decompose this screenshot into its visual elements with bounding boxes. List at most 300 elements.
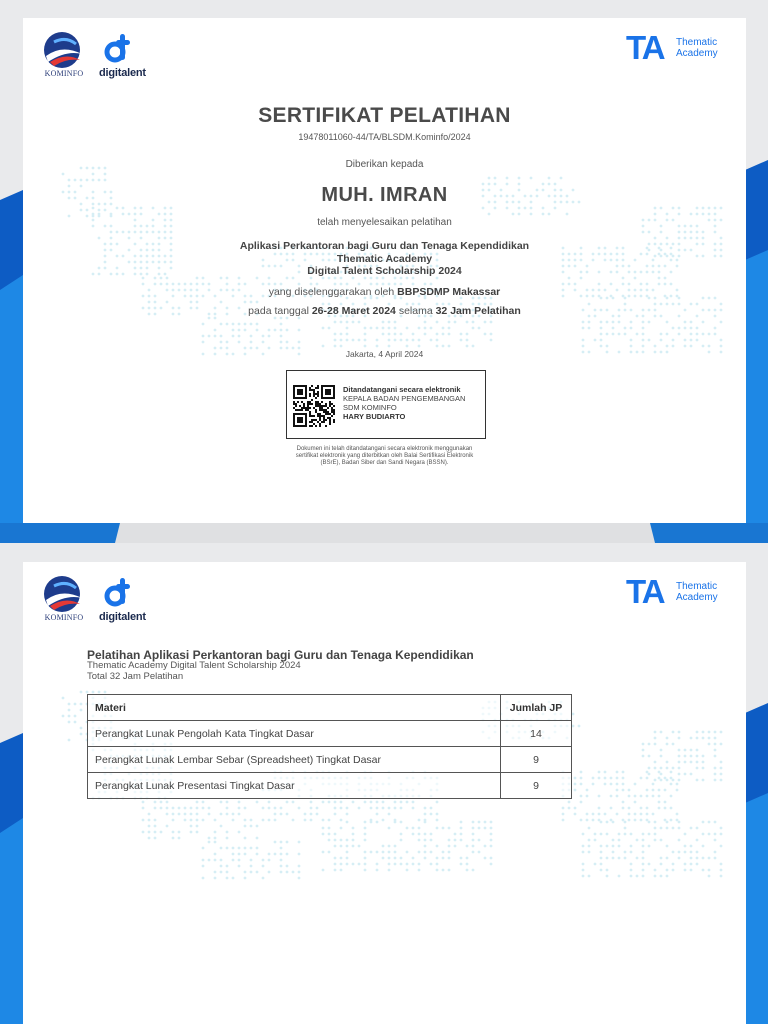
map-dot <box>690 327 693 330</box>
map-dot <box>720 833 723 836</box>
map-dot <box>702 845 705 848</box>
map-dot <box>238 847 241 850</box>
map-dot <box>400 833 403 836</box>
map-dot <box>262 335 265 338</box>
map-dot <box>678 207 681 210</box>
map-dot <box>720 339 723 342</box>
map-dot <box>280 283 283 286</box>
map-dot <box>606 821 609 824</box>
map-dot <box>642 327 645 330</box>
map-dot <box>690 231 693 234</box>
map-dot <box>322 833 325 836</box>
map-dot <box>412 801 415 804</box>
map-dot <box>714 857 717 860</box>
map-dot <box>358 283 361 286</box>
map-dot <box>190 807 193 810</box>
map-dot <box>720 345 723 348</box>
map-dot <box>68 709 71 712</box>
map-dot <box>68 179 71 182</box>
map-dot <box>696 779 699 782</box>
map-dot <box>412 827 415 830</box>
map-dot <box>642 875 645 878</box>
map-dot <box>382 283 385 286</box>
map-dot <box>388 827 391 830</box>
map-dot <box>460 857 463 860</box>
map-dot <box>720 827 723 830</box>
map-dot <box>298 871 301 874</box>
map-dot <box>702 857 705 860</box>
map-dot <box>658 801 661 804</box>
map-dot <box>580 777 583 780</box>
map-dot <box>720 761 723 764</box>
map-dot <box>618 845 621 848</box>
map-dot <box>394 333 397 336</box>
map-dot <box>562 819 565 822</box>
signer-name: HARY BUDIARTO <box>343 412 406 421</box>
map-dot <box>340 827 343 830</box>
map-dot <box>412 863 415 866</box>
map-dot <box>640 807 643 810</box>
map-dot <box>142 283 145 286</box>
map-dot <box>98 179 101 182</box>
map-dot <box>642 339 645 342</box>
map-dot <box>226 837 229 840</box>
map-dot <box>690 755 693 758</box>
map-dot <box>654 875 657 878</box>
map-dot <box>714 213 717 216</box>
map-dot <box>280 329 283 332</box>
map-dot <box>202 807 205 810</box>
materi-cell: Perangkat Lunak Pengolah Kata Tingkat Dasar <box>88 721 501 747</box>
map-dot <box>154 825 157 828</box>
map-dot <box>340 869 343 872</box>
map-dot <box>654 737 657 740</box>
map-dot <box>654 237 657 240</box>
map-dot <box>274 853 277 856</box>
map-dot <box>670 771 673 774</box>
map-dot <box>298 317 301 320</box>
map-dot <box>250 335 253 338</box>
map-dot <box>160 283 163 286</box>
map-dot <box>454 321 457 324</box>
kominfo-logo-icon <box>40 574 88 624</box>
map-dot <box>530 213 533 216</box>
map-dot <box>606 869 609 872</box>
map-dot <box>574 789 577 792</box>
map-dot <box>618 833 621 836</box>
map-dot <box>640 819 643 822</box>
map-dot <box>678 749 681 752</box>
map-dot <box>328 827 331 830</box>
map-dot <box>370 851 373 854</box>
map-dot <box>648 833 651 836</box>
materi-cell: Perangkat Lunak Presentasi Tingkat Dasar <box>88 773 501 799</box>
map-dot <box>244 329 247 332</box>
map-dot <box>586 795 589 798</box>
map-dot <box>436 321 439 324</box>
map-dot <box>696 755 699 758</box>
certificate-title: SERTIFIKAT PELATIHAN <box>258 104 511 127</box>
jp-cell: 9 <box>501 773 572 799</box>
map-dot <box>400 801 403 804</box>
map-dot <box>436 813 439 816</box>
map-dot <box>74 715 77 718</box>
map-dot <box>148 837 151 840</box>
map-dot <box>670 807 673 810</box>
map-dot <box>232 877 235 880</box>
map-dot <box>376 869 379 872</box>
map-dot <box>684 869 687 872</box>
map-dot <box>714 851 717 854</box>
map-dot <box>672 207 675 210</box>
map-dot <box>280 847 283 850</box>
map-dot <box>666 345 669 348</box>
map-dot <box>262 865 265 868</box>
map-dot <box>382 327 385 330</box>
map-dot <box>628 789 631 792</box>
map-dot <box>316 807 319 810</box>
map-dot <box>708 345 711 348</box>
map-dot <box>154 801 157 804</box>
map-dot <box>720 731 723 734</box>
map-dot <box>580 771 583 774</box>
map-dot <box>648 339 651 342</box>
map-dot <box>154 301 157 304</box>
map-dot <box>648 773 651 776</box>
map-dot <box>286 341 289 344</box>
map-dot <box>250 341 253 344</box>
map-dot <box>506 207 509 210</box>
map-dot <box>616 795 619 798</box>
map-dot <box>244 807 247 810</box>
map-dot <box>454 845 457 848</box>
map-dot <box>690 321 693 324</box>
map-dot <box>364 345 367 348</box>
map-dot <box>238 865 241 868</box>
place-date: Jakarta, 4 April 2024 <box>345 349 424 359</box>
map-dot <box>618 333 621 336</box>
map-dot <box>388 863 391 866</box>
map-dot <box>714 821 717 824</box>
map-dot <box>340 333 343 336</box>
map-dot <box>166 807 169 810</box>
map-dot <box>666 237 669 240</box>
map-dot <box>472 321 475 324</box>
map-dot <box>196 807 199 810</box>
map-dot <box>654 345 657 348</box>
map-dot <box>660 767 663 770</box>
map-dot <box>600 321 603 324</box>
map-dot <box>472 827 475 830</box>
map-dot <box>154 831 157 834</box>
map-dot <box>708 875 711 878</box>
map-dot <box>394 327 397 330</box>
map-dot <box>702 833 705 836</box>
map-dot <box>170 213 173 216</box>
map-dot <box>684 761 687 764</box>
map-dot <box>460 821 463 824</box>
map-dot <box>670 783 673 786</box>
map-dot <box>484 821 487 824</box>
map-dot <box>578 725 581 728</box>
map-dot <box>172 831 175 834</box>
map-dot <box>68 715 71 718</box>
map-dot <box>274 807 277 810</box>
map-dot <box>588 851 591 854</box>
map-dot <box>256 329 259 332</box>
map-dot <box>268 819 271 822</box>
map-dot <box>154 807 157 810</box>
map-dot <box>92 691 95 694</box>
map-dot <box>466 869 469 872</box>
map-dot <box>220 847 223 850</box>
map-dot <box>142 807 145 810</box>
map-dot <box>430 833 433 836</box>
map-dot <box>624 827 627 830</box>
map-dot <box>370 821 373 824</box>
map-dot <box>622 789 625 792</box>
map-dot <box>648 767 651 770</box>
map-dot <box>274 819 277 822</box>
map-dot <box>582 339 585 342</box>
map-dot <box>214 317 217 320</box>
map-dot <box>490 833 493 836</box>
map-dot <box>642 851 645 854</box>
map-dot <box>334 833 337 836</box>
map-dot <box>352 827 355 830</box>
table-row <box>88 773 572 799</box>
map-dot <box>394 339 397 342</box>
map-dot <box>208 807 211 810</box>
map-dot <box>454 833 457 836</box>
map-dot <box>328 833 331 836</box>
curriculum-table <box>87 694 572 799</box>
map-dot <box>664 789 667 792</box>
map-dot <box>548 177 551 180</box>
map-dot <box>530 177 533 180</box>
map-dot <box>586 789 589 792</box>
map-dot <box>690 237 693 240</box>
map-dot <box>478 327 481 330</box>
map-dot <box>286 813 289 816</box>
map-dot <box>418 869 421 872</box>
map-dot <box>648 845 651 848</box>
map-dot <box>202 847 205 850</box>
map-dot <box>256 871 259 874</box>
map-dot <box>630 339 633 342</box>
map-dot <box>678 839 681 842</box>
map-dot <box>714 839 717 842</box>
map-dot <box>592 819 595 822</box>
map-dot <box>606 345 609 348</box>
map-dot <box>322 327 325 330</box>
map-dot <box>448 851 451 854</box>
map-dot <box>490 339 493 342</box>
map-dot <box>672 827 675 830</box>
map-dot <box>572 713 575 716</box>
map-dot <box>262 877 265 880</box>
map-dot <box>400 863 403 866</box>
map-dot <box>666 767 669 770</box>
map-dot <box>488 177 491 180</box>
map-dot <box>642 231 645 234</box>
map-dot <box>214 831 217 834</box>
map-dot <box>406 345 409 348</box>
map-dot <box>134 207 137 210</box>
map-dot <box>280 859 283 862</box>
map-dot <box>642 333 645 336</box>
map-dot <box>472 821 475 824</box>
map-dot <box>702 345 705 348</box>
map-dot <box>394 801 397 804</box>
map-dot <box>166 283 169 286</box>
map-dot <box>588 327 591 330</box>
map-dot <box>720 237 723 240</box>
map-dot <box>68 703 71 706</box>
map-dot <box>660 773 663 776</box>
map-dot <box>244 301 247 304</box>
map-dot <box>292 801 295 804</box>
map-dot <box>220 323 223 326</box>
map-dot <box>274 329 277 332</box>
map-dot <box>696 737 699 740</box>
map-dot <box>262 859 265 862</box>
map-dot <box>334 845 337 848</box>
map-dot <box>298 341 301 344</box>
map-dot <box>346 845 349 848</box>
map-dot <box>708 833 711 836</box>
qr-code-icon[interactable] <box>293 385 335 427</box>
map-dot <box>460 827 463 830</box>
map-dot <box>684 863 687 866</box>
map-dot <box>80 727 83 730</box>
map-dot <box>642 839 645 842</box>
map-dot <box>518 213 521 216</box>
map-dot <box>412 807 415 810</box>
map-dot <box>600 833 603 836</box>
map-dot <box>388 851 391 854</box>
ta-logo-mark: TA <box>626 29 664 66</box>
map-dot <box>298 865 301 868</box>
map-dot <box>238 807 241 810</box>
map-dot <box>232 859 235 862</box>
map-dot <box>382 819 385 822</box>
map-dot <box>598 777 601 780</box>
map-dot <box>678 213 681 216</box>
map-dot <box>196 831 199 834</box>
map-dot <box>436 827 439 830</box>
map-dot <box>484 321 487 324</box>
map-dot <box>268 807 271 810</box>
map-dot <box>582 845 585 848</box>
map-dot <box>412 833 415 836</box>
digitalent-wordmark: digitalent <box>99 611 146 623</box>
map-dot <box>448 857 451 860</box>
map-dot <box>666 761 669 764</box>
map-dot <box>636 333 639 336</box>
map-dot <box>568 283 571 286</box>
map-dot <box>208 837 211 840</box>
map-dot <box>658 789 661 792</box>
map-dot <box>442 345 445 348</box>
map-dot <box>164 231 167 234</box>
map-dot <box>322 869 325 872</box>
map-dot <box>666 213 669 216</box>
map-dot <box>624 327 627 330</box>
map-dot <box>280 841 283 844</box>
map-dot <box>466 333 469 336</box>
map-dot <box>472 327 475 330</box>
map-dot <box>122 231 125 234</box>
map-dot <box>696 339 699 342</box>
map-dot <box>660 731 663 734</box>
map-dot <box>442 327 445 330</box>
map-dot <box>220 859 223 862</box>
digitalent-wordmark: digitalent <box>99 67 146 79</box>
map-dot <box>598 807 601 810</box>
map-dot <box>702 333 705 336</box>
map-dot <box>172 283 175 286</box>
map-dot <box>244 837 247 840</box>
map-dot <box>256 837 259 840</box>
map-dot <box>594 863 597 866</box>
map-dot <box>684 327 687 330</box>
map-dot <box>562 807 565 810</box>
map-dot <box>406 869 409 872</box>
map-dot <box>490 863 493 866</box>
map-dot <box>560 177 563 180</box>
map-dot <box>654 743 657 746</box>
map-dot <box>376 863 379 866</box>
map-dot <box>696 327 699 330</box>
map-dot <box>622 771 625 774</box>
map-dot <box>696 863 699 866</box>
map-dot <box>142 801 145 804</box>
map-dot <box>664 807 667 810</box>
map-dot <box>702 731 705 734</box>
training-total: Total 32 Jam Pelatihan <box>87 671 184 682</box>
map-dot <box>436 863 439 866</box>
map-dot <box>238 329 241 332</box>
map-dot <box>220 341 223 344</box>
map-dot <box>388 845 391 848</box>
map-dot <box>220 301 223 304</box>
map-dot <box>316 813 319 816</box>
map-dot <box>714 737 717 740</box>
map-dot <box>478 821 481 824</box>
map-dot <box>580 783 583 786</box>
map-dot <box>164 213 167 216</box>
map-dot <box>670 777 673 780</box>
map-dot <box>658 807 661 810</box>
map-dot <box>334 333 337 336</box>
map-dot <box>696 213 699 216</box>
map-dot <box>394 857 397 860</box>
map-dot <box>394 283 397 286</box>
map-dot <box>442 333 445 336</box>
map-dot <box>612 821 615 824</box>
map-dot <box>472 845 475 848</box>
e-signature-box <box>286 370 486 439</box>
map-dot <box>636 839 639 842</box>
map-dot <box>238 335 241 338</box>
map-dot <box>660 749 663 752</box>
map-dot <box>714 773 717 776</box>
map-dot <box>430 807 433 810</box>
map-dot <box>678 755 681 758</box>
map-dot <box>196 819 199 822</box>
map-dot <box>352 321 355 324</box>
